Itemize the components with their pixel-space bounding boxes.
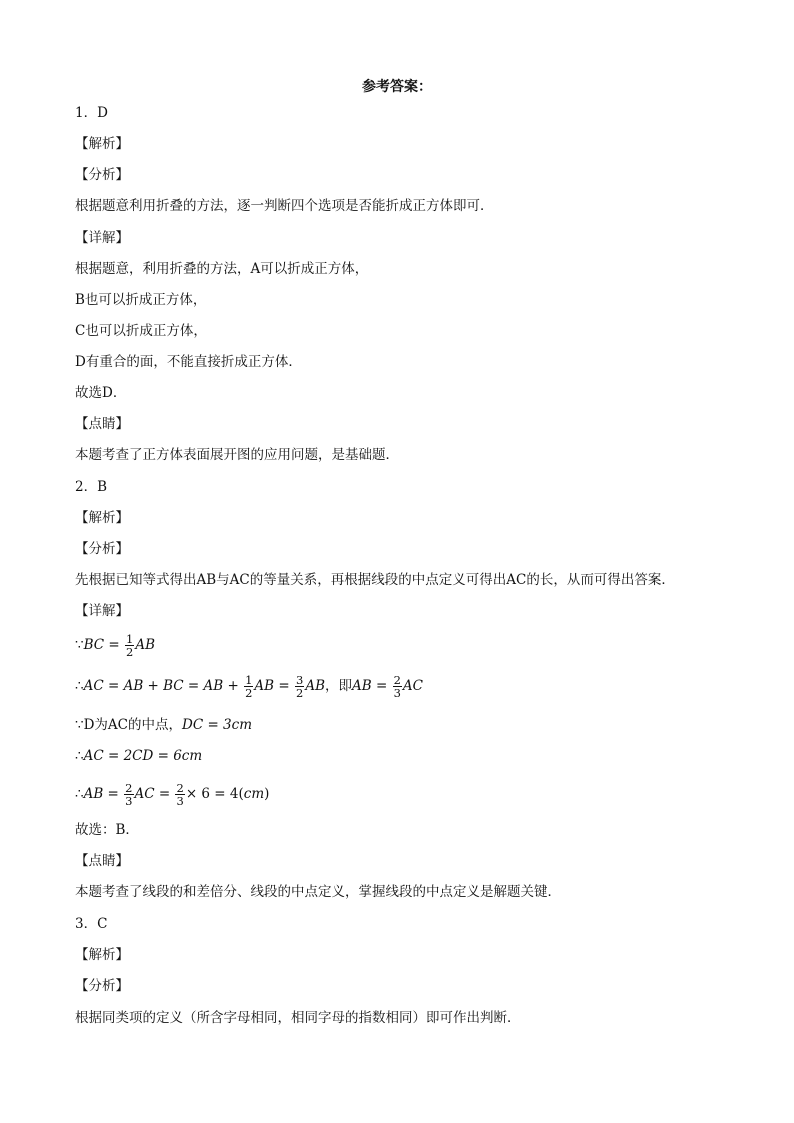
q1-jiexi-heading: 【解析】 (75, 136, 129, 152)
q2-equation-1 (75, 633, 155, 658)
math-expr: AB (305, 678, 325, 694)
q3-number: 3．C (75, 916, 108, 932)
math-expr: AB (135, 637, 156, 653)
math-expr: × 6 = 4( (185, 786, 244, 802)
math-connector: ，即 (325, 678, 352, 694)
fraction-denominator: 2 (126, 645, 134, 659)
math-expr: AB = (254, 678, 294, 694)
q2-number: 2．B (75, 479, 108, 495)
q1-detail-line: D有重合的面，不能直接折成正方体． (75, 354, 302, 370)
math-expr: AC = 2CD = 6cm (83, 748, 203, 764)
fraction-numerator: 2 (125, 781, 133, 795)
therefore-symbol: ∴ (75, 786, 84, 802)
q1-dianjing-text: 本题考查了正方体表面展开图的应用问题，是基础题． (75, 447, 399, 463)
q2-choice: 故选：B． (75, 822, 139, 838)
q2-equation-3 (75, 715, 252, 735)
fraction (175, 782, 184, 807)
q2-equation-4 (75, 746, 202, 766)
fraction-numerator: 1 (126, 632, 134, 646)
fraction-denominator: 3 (176, 794, 184, 808)
q1-detail-line: 根据题意，利用折叠的方法，A可以折成正方体， (75, 261, 369, 277)
fraction (125, 633, 134, 658)
q2-xiangjie-heading: 【详解】 (75, 603, 129, 619)
q3-fenxi-heading: 【分析】 (75, 978, 129, 994)
q1-fenxi-text: 根据题意利用折叠的方法，逐一判断四个选项是否能折成正方体即可． (75, 198, 494, 214)
fraction (124, 782, 133, 807)
q2-equation-5 (75, 782, 269, 807)
math-expr: ) (264, 786, 270, 802)
q1-detail-line: B也可以折成正方体， (75, 292, 207, 308)
q1-dianjing-heading: 【点睛】 (75, 416, 129, 432)
q3-jiexi-heading: 【解析】 (75, 947, 129, 963)
fraction (295, 674, 304, 699)
q1-detail-line: C也可以折成正方体， (75, 323, 207, 339)
fraction (244, 674, 253, 699)
because-symbol: ∵ (75, 637, 84, 653)
q2-dianjing-text: 本题考查了线段的和差倍分、线段的中点定义，掌握线段的中点定义是解题关键． (75, 884, 561, 900)
q1-choice: 故选D． (75, 385, 127, 401)
math-expr: AC (402, 678, 423, 694)
fraction-denominator: 2 (245, 686, 253, 700)
q2-fenxi-heading: 【分析】 (75, 541, 129, 557)
q2-fenxi-text: 先根据已知等式得出AB与AC的等量关系，再根据线段的中点定义可得出AC的长，从而可得出答案． (75, 572, 675, 588)
q1-xiangjie-heading: 【详解】 (75, 230, 129, 246)
fraction-denominator: 2 (296, 686, 304, 700)
fraction-denominator: 3 (125, 794, 133, 808)
fraction-numerator: 1 (245, 673, 253, 687)
math-expr: AC = AB + BC = AB + (83, 678, 244, 694)
math-expr: BC (83, 637, 105, 653)
fraction-numerator: 3 (296, 673, 304, 687)
math-expr: AB = (352, 678, 392, 694)
unit: cm (243, 786, 265, 802)
page-title: 参考答案： (362, 79, 432, 95)
q1-fenxi-heading: 【分析】 (75, 167, 129, 183)
therefore-symbol: ∴ (75, 678, 84, 694)
q2-dianjing-heading: 【点睛】 (75, 853, 129, 869)
math-expr: AC = (134, 786, 175, 802)
q3-fenxi-text: 根据同类项的定义（所含字母相同，相同字母的指数相同）即可作出判断． (75, 1010, 521, 1026)
math-expr: AB = (83, 786, 124, 802)
because-text: ∵D为AC的中点， (75, 717, 182, 733)
q1-number: 1．D (75, 105, 108, 121)
fraction-numerator: 2 (176, 781, 184, 795)
fraction-numerator: 2 (393, 673, 401, 687)
q2-jiexi-heading: 【解析】 (75, 510, 129, 526)
q2-equation-2 (75, 674, 423, 699)
fraction (393, 674, 402, 699)
math-expr: DC = 3cm (182, 717, 252, 733)
math-op: = (104, 637, 125, 653)
fraction-denominator: 3 (393, 686, 401, 700)
therefore-symbol: ∴ (75, 748, 84, 764)
